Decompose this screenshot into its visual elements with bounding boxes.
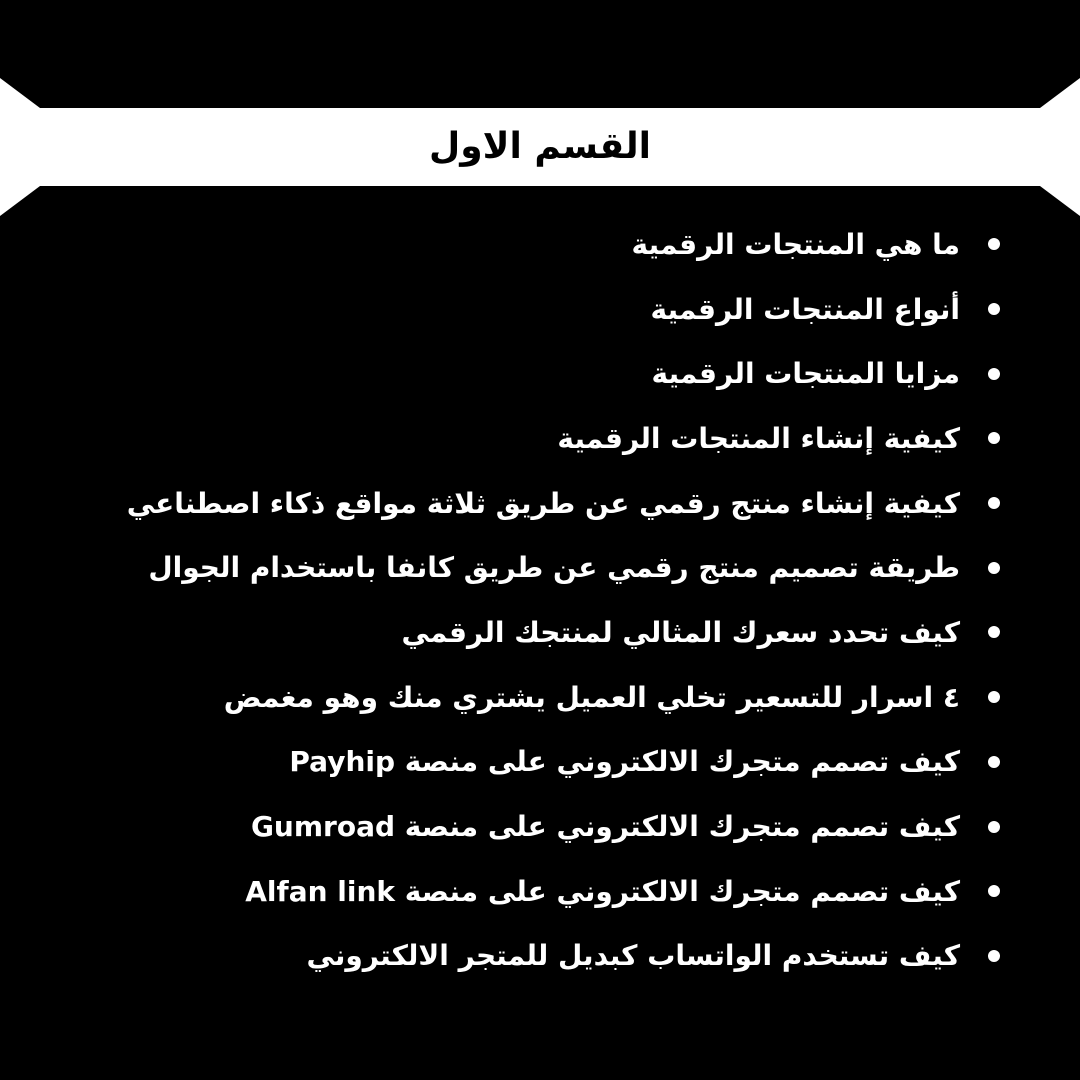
topic-text: طريقة تصميم منتج رقمي عن طريق كانفا باستخدام الجوال: [148, 551, 960, 585]
list-item: [80, 535, 960, 600]
bullet-icon: [988, 950, 1000, 962]
topic-text: كيف تصمم متجرك الالكتروني على منصة Payhip: [289, 745, 960, 779]
list-item: [80, 341, 960, 406]
bullet-icon: [988, 238, 1000, 250]
topic-text: أنواع المنتجات الرقمية: [650, 292, 960, 326]
banner-wing-right: [1040, 78, 1080, 216]
topic-text: كيف تصمم متجرك الالكتروني على منصة Gumroad: [250, 810, 960, 844]
topic-text: كيف تصمم متجرك الالكتروني على منصة Alfan link: [245, 874, 960, 908]
bullet-icon: [988, 756, 1000, 768]
list-item: [80, 277, 960, 342]
bullet-icon: [988, 368, 1000, 380]
list-item: [80, 730, 960, 795]
list-item: [80, 406, 960, 471]
list-item: [80, 471, 960, 536]
section-banner: [38, 108, 1042, 186]
topic-text: كيف تحدد سعرك المثالي لمنتجك الرقمي: [401, 615, 960, 649]
list-item: [80, 794, 960, 859]
list-item: [80, 212, 960, 277]
topic-text: ما هي المنتجات الرقمية: [631, 227, 960, 261]
banner-wing-left: [0, 78, 40, 216]
list-item: [80, 859, 960, 924]
bullet-icon: [988, 562, 1000, 574]
list-item: [80, 600, 960, 665]
topic-text: ٤ اسرار للتسعير تخلي العميل يشتري منك وهو مغمض: [223, 680, 960, 714]
bullet-icon: [988, 497, 1000, 509]
topic-list: [80, 212, 960, 988]
bullet-icon: [988, 432, 1000, 444]
bullet-icon: [988, 691, 1000, 703]
topic-text: كيف تستخدم الواتساب كبديل للمتجر الالكتروني: [306, 939, 960, 973]
topic-text: مزايا المنتجات الرقمية: [651, 357, 960, 391]
topic-text: كيفية إنشاء المنتجات الرقمية: [557, 421, 960, 455]
bullet-icon: [988, 303, 1000, 315]
bullet-icon: [988, 626, 1000, 638]
bullet-icon: [988, 885, 1000, 897]
topic-text: كيفية إنشاء منتج رقمي عن طريق ثلاثة مواقع ذكاء اصطناعي: [126, 486, 960, 520]
section-title: القسم الاول: [429, 126, 651, 167]
bullet-icon: [988, 821, 1000, 833]
list-item: [80, 924, 960, 989]
list-item: [80, 665, 960, 730]
